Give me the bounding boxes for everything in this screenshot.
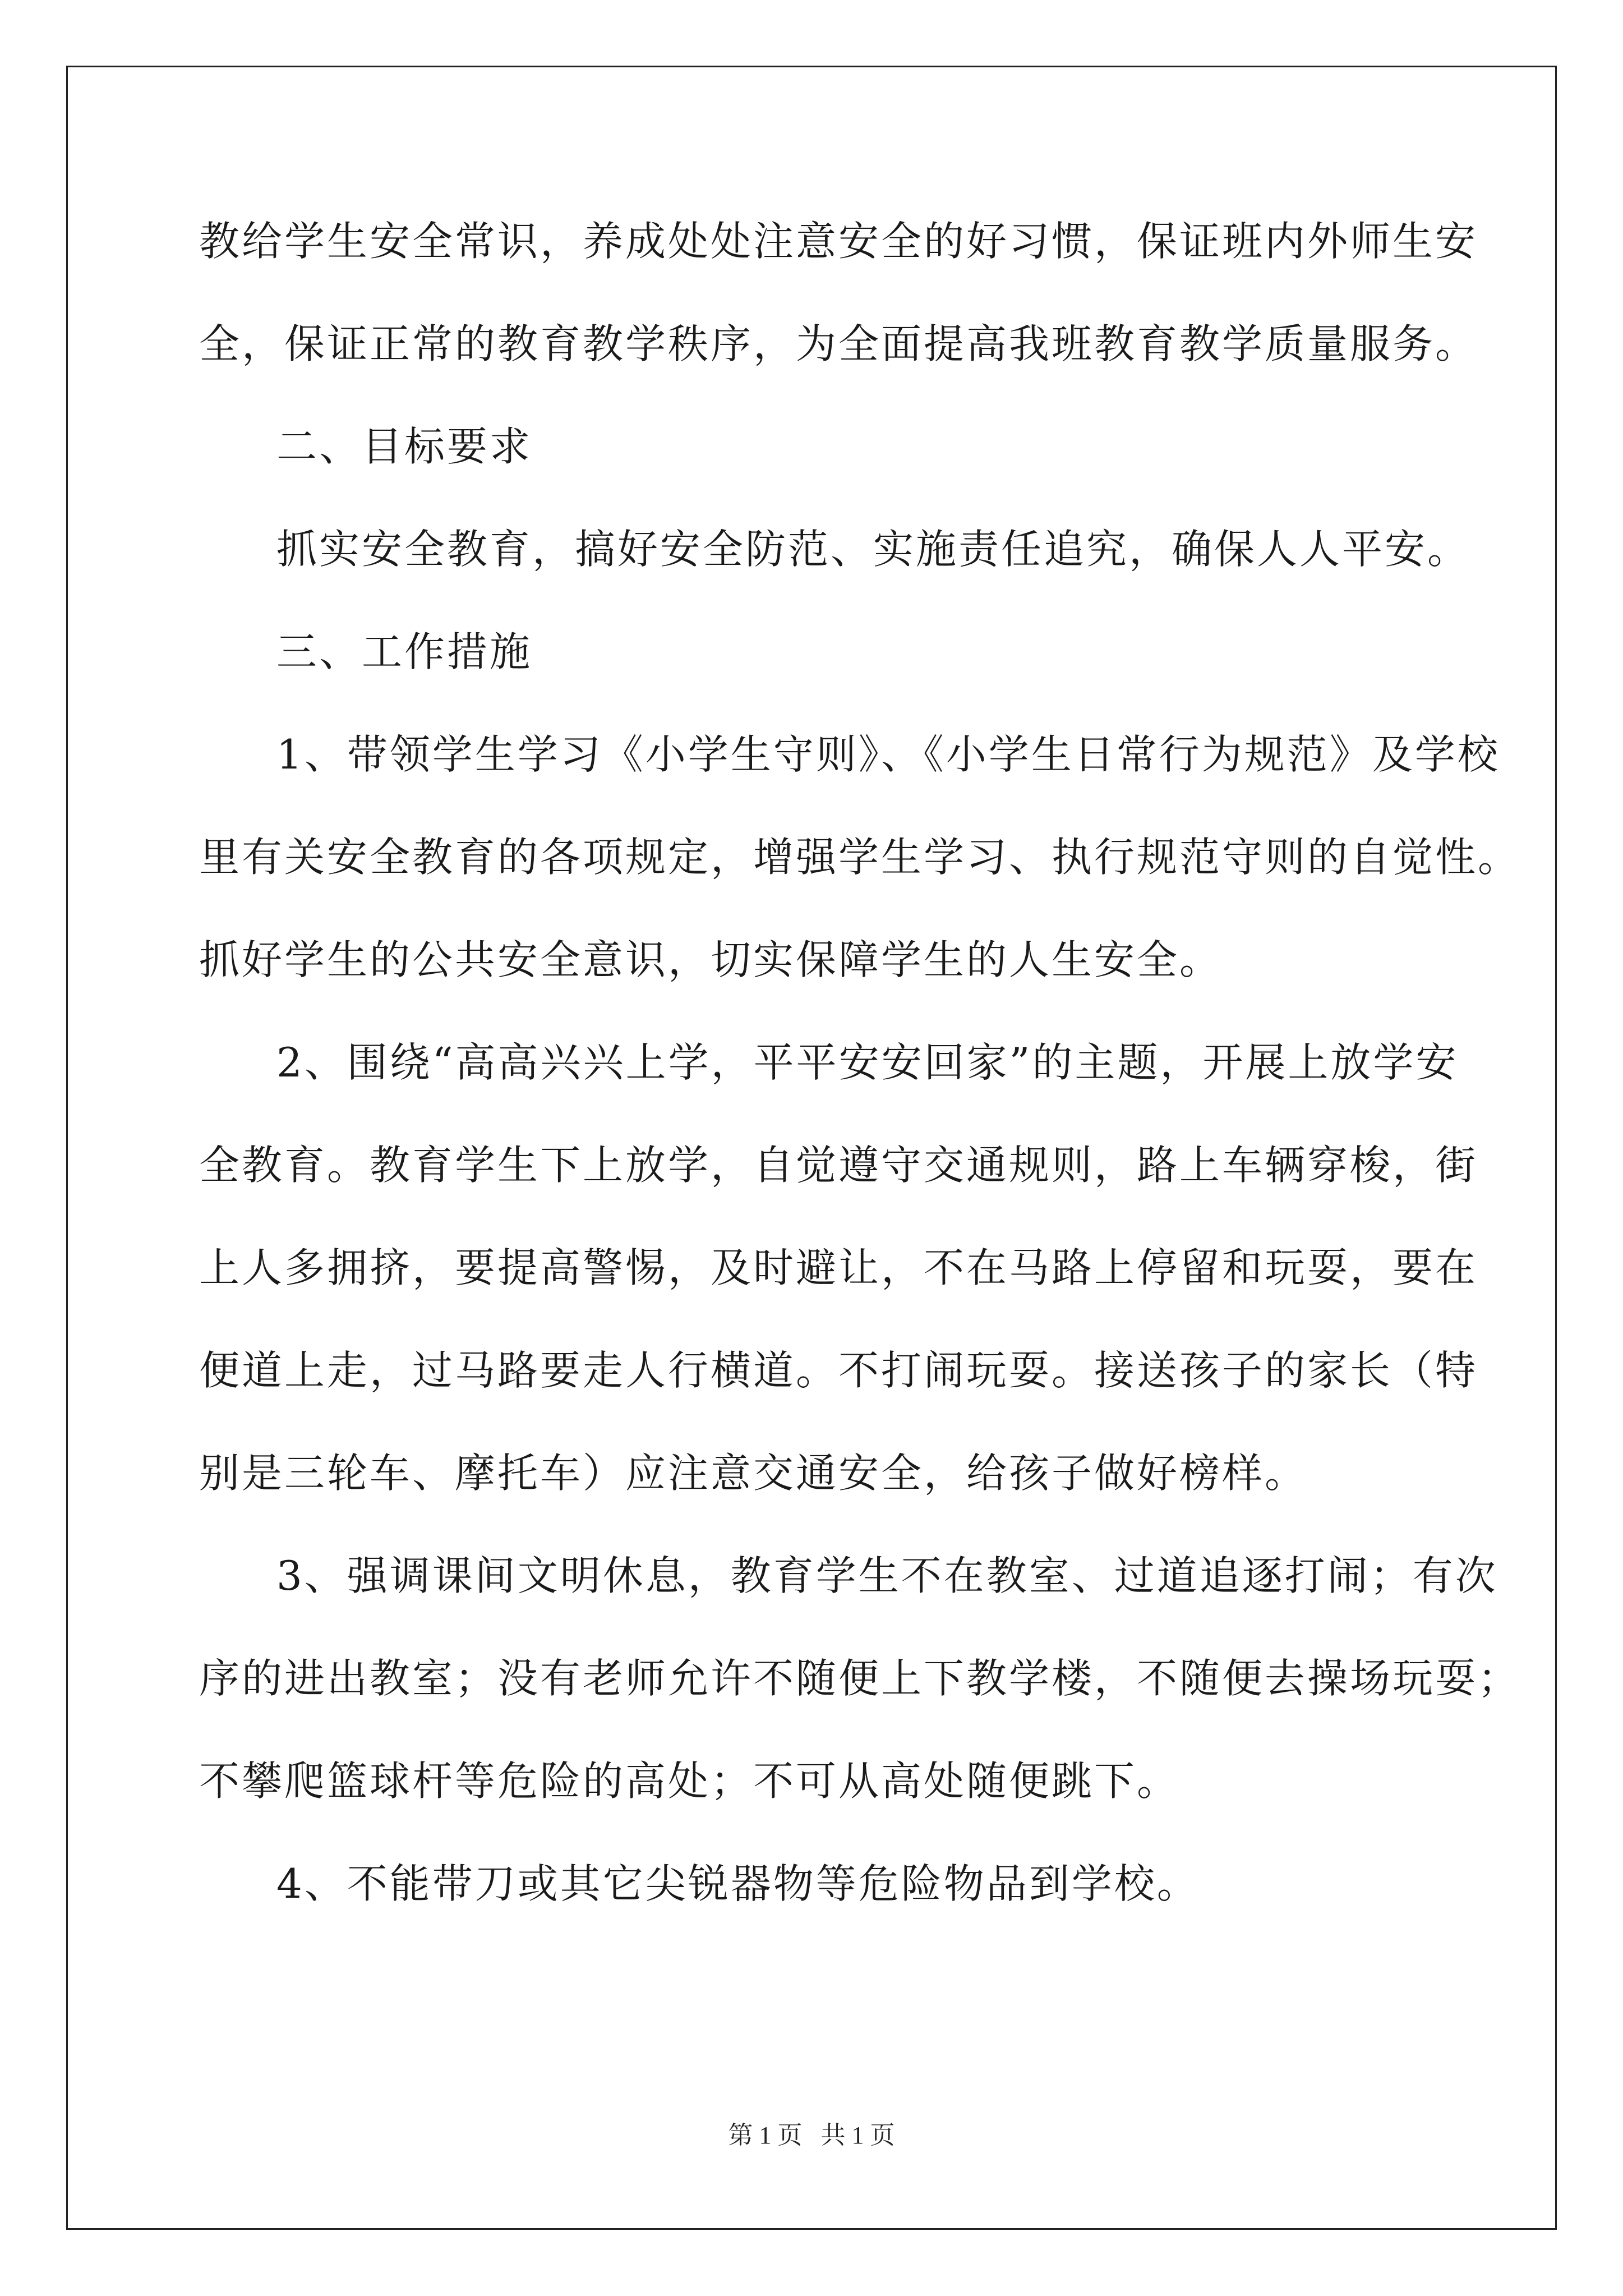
paragraph-line: 4、不能带刀或其它尖锐器物等危险物品到学校。 [276, 1860, 1200, 1907]
paragraph-line: 上人多拥挤，要提高警惕，及时避让，不在马路上停留和玩耍，要在 [199, 1244, 1478, 1291]
paragraph-line: 教给学生安全常识，养成处处注意安全的好习惯，保证班内外师生安 [199, 218, 1478, 265]
paragraph-line: 抓好学生的公共安全意识，切实保障学生的人生安全。 [199, 936, 1223, 983]
paragraph-line: 抓实安全教育，搞好安全防范、实施责任追究，确保人人平安。 [276, 526, 1470, 573]
paragraph-line: 1、带领学生学习《小学生守则》、《小学生日常行为规范》及学校 [276, 731, 1500, 778]
section-heading: 二、目标要求 [276, 423, 533, 470]
paragraph-line: 3、强调课间文明休息，教育学生不在教室、过道追逐打闹；有次 [276, 1552, 1498, 1599]
paragraph-line: 别是三轮车、摩托车）应注意交通安全，给孩子做好榜样。 [199, 1450, 1308, 1497]
paragraph-line: 2、围绕“高高兴兴上学，平平安安回家”的主题，开展上放学安 [276, 1039, 1459, 1086]
section-heading: 三、工作措施 [276, 628, 533, 675]
page-number-footer: 第 1 页 共 1 页 [728, 2122, 895, 2149]
paragraph-line: 里有关安全教育的各项规定，增强学生学习、执行规范守则的自觉性。 [199, 834, 1521, 881]
paragraph-line: 全教育。教育学生下上放学，自觉遵守交通规则，路上车辆穿梭，街 [199, 1142, 1478, 1189]
paragraph-line: 便道上走，过马路要走人行横道。不打闹玩耍。接送孩子的家长（特 [199, 1347, 1478, 1394]
paragraph-line: 全，保证正常的教育教学秩序，为全面提高我班教育教学质量服务。 [199, 320, 1478, 367]
paragraph-line: 不攀爬篮球杆等危险的高处；不可从高处随便跳下。 [199, 1757, 1180, 1805]
paragraph-line: 序的进出教室；没有老师允许不随便上下教学楼，不随便去操场玩耍； [199, 1655, 1521, 1702]
